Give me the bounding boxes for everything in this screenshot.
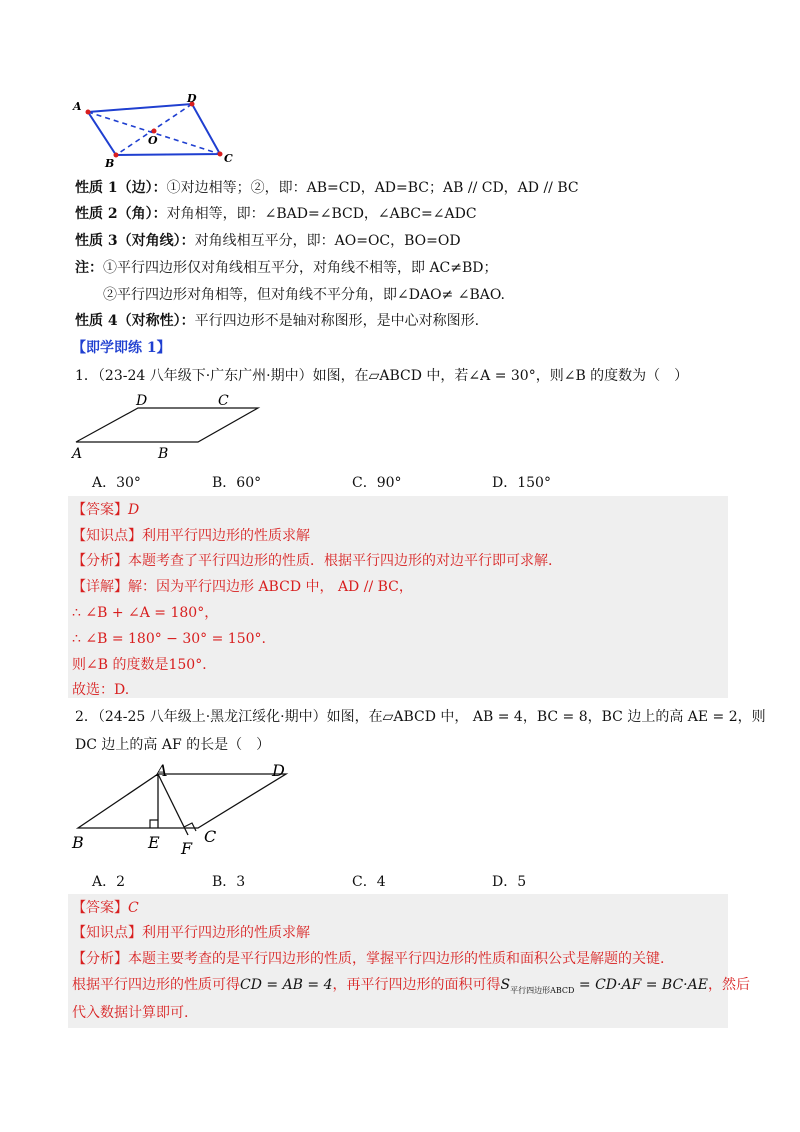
q2-analysis-line-3: 代入数据计算即可. [72,1005,189,1021]
note-title: 注： [75,260,103,276]
property-3 [75,231,461,251]
figure-parallelogram-diagonals [70,92,240,172]
q2-fig-label-b: B [72,833,84,852]
q1-kp-label: 【知识点】 [72,528,142,544]
q1-detail-label: 【详解】 [72,579,128,595]
q1-analysis-label: 【分析】 [72,553,128,569]
q2-eq-area-s: S [500,977,511,993]
q1-fig-label-a: A [72,446,83,462]
q1-analysis-text: 本题考查了平行四边形的性质．根据平行四边形的对边平行即可求解. [128,553,553,569]
q2-option-a[interactable]: A．2 [92,874,126,890]
property-2-text: 对角相等，即：∠BAD=∠BCD，∠ABC=∠ADC [166,206,477,222]
q1-step-3: 则∠B 的度数是150°． [72,657,217,673]
property-1-title: 性质 1（边）： [75,180,167,196]
q2-analysis-2c: ，然后 [707,977,750,993]
property-1-text: ①对边相等；②，即：AB=CD，AD=BC；AB // CD，AD // BC [166,180,579,196]
q1-answer-label: 【答案】 [72,502,128,518]
q1-option-b[interactable]: B．60° [212,475,262,491]
q2-analysis-label: 【分析】 [72,951,128,967]
q2-kp-label: 【知识点】 [72,925,142,941]
q2-option-b[interactable]: B．3 [212,874,246,890]
q2-fig-label-c: C [204,827,217,846]
q1-stem: 1．（23-24 八年级下·广东广州·期中）如图，在▱ABCD 中，若∠A = 30°，则∠B 的度数为（ ） [75,368,689,384]
q2-analysis-2b: ，再平行四边形的面积可得 [332,977,501,993]
fig1-label-b: B [105,157,115,170]
q1-detail [72,577,413,597]
property-4-text: 平行四边形不是轴对称图形，是中心对称图形. [194,313,480,329]
q2-option-c[interactable]: C．4 [352,874,386,890]
q1-knowledge-point [72,526,310,546]
q2-fig-label-a: A [156,762,168,780]
q2-answer-value: C [128,900,139,916]
q1-fig-label-d: D [136,393,148,409]
q2-eq-area-subscript: 平行四边形ABCD [510,985,575,995]
q1-option-a[interactable]: A．30° [92,475,141,491]
property-2 [75,204,477,224]
q1-answer [72,500,139,520]
q1-option-c[interactable]: C．90° [352,475,402,491]
fig1-label-a: A [73,100,82,113]
property-3-text: 对角线相互平分，即：AO=OC，BO=OD [194,233,461,249]
q2-stem-line-2: DC 边上的高 AF 的长是（ ） [75,737,271,753]
q2-stem-line-1: 2．（24-25 八年级上·黑龙江绥化·期中）如图，在▱ABCD 中， AB = 4，BC = 8，BC 边上的高 AE = 2，则 [75,709,766,725]
q2-analysis-text: 本题主要考查的是平行四边形的性质，掌握平行四边形的性质和面积公式是解题的关键. [128,951,665,967]
property-3-title: 性质 3（对角线）： [75,233,195,249]
q1-detail-text: 解：因为平行四边形 ABCD 中， AD // BC， [128,579,413,595]
fig1-label-d: D [187,92,197,105]
note-1-text: ①平行四边形仅对角线相互平分，对角线不相等，即 AC≠BD； [103,260,498,276]
q2-eq-cd-ab: CD = AB = 4 [240,977,333,993]
property-2-title: 性质 2（角）： [75,206,167,222]
fig1-label-o: O [148,134,158,147]
q1-figure-parallelogram [68,392,268,462]
q1-step-1: ∴ ∠B + ∠A = 180°， [72,605,219,621]
q1-step-4: 故选：D. [72,682,130,698]
q1-analysis [72,551,552,571]
q1-answer-value: D [128,502,140,518]
q2-knowledge-point [72,923,310,943]
q1-fig-label-c: C [218,393,229,409]
q2-fig-label-e: E [148,833,160,852]
q2-answer [72,898,139,918]
q2-answer-label: 【答案】 [72,900,128,916]
q2-analysis-line-2 [72,975,750,1001]
fig1-label-c: C [224,152,233,165]
q2-figure-parallelogram-heights [66,762,306,858]
q2-fig-label-d: D [272,762,285,780]
practice-title: 【即学即练 1】 [72,340,171,356]
property-4-title: 性质 4（对称性）： [75,313,195,329]
q1-kp-text: 利用平行四边形的性质求解 [142,528,310,544]
note-1 [75,258,498,278]
property-4 [75,311,479,331]
q1-option-d[interactable]: D．150° [492,475,551,491]
q2-analysis-2a: 根据平行四边形的性质可得 [72,977,240,993]
q1-step-2: ∴ ∠B = 180° − 30° = 150°. [72,631,266,647]
property-1 [75,178,579,198]
q2-option-d[interactable]: D．5 [492,874,527,890]
q2-kp-text: 利用平行四边形的性质求解 [142,925,310,941]
q2-fig-label-f: F [181,839,193,858]
q1-fig-label-b: B [158,446,169,462]
q2-eq-area: = CD·AF = BC·AE [574,977,708,993]
q2-analysis [72,949,664,969]
note-2: ②平行四边形对角相等，但对角线不平分角，即∠DAO≠ ∠BAO. [103,287,505,303]
